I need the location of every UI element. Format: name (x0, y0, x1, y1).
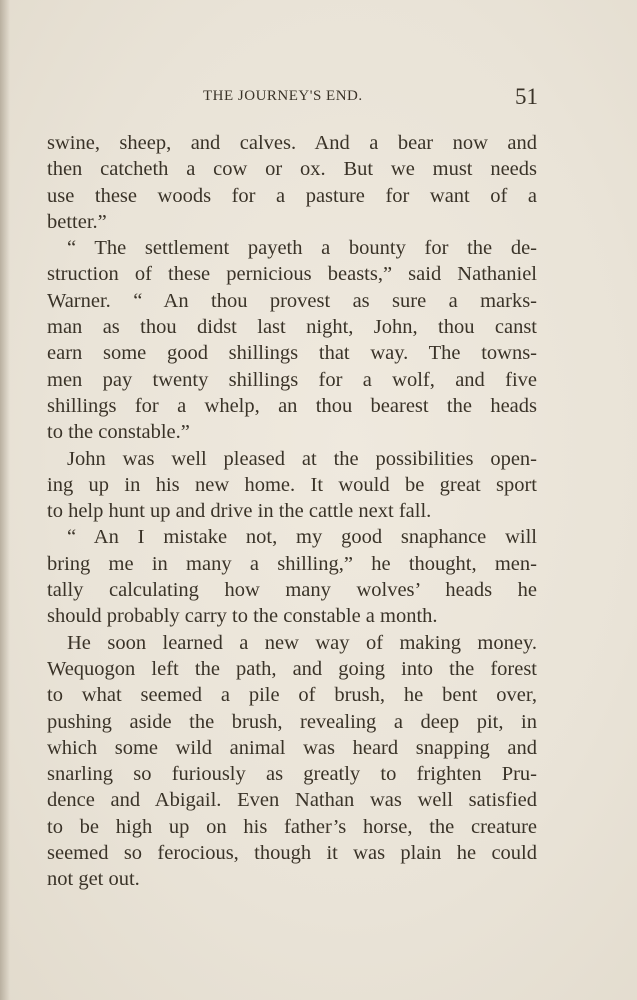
text-line: swine, sheep, and calves. And a bear now and (47, 132, 537, 154)
text-line: to be high up on his father’s horse, the creature (47, 815, 537, 838)
text-line: man as thou didst last night, John, thou canst (47, 316, 537, 339)
text-line: use these woods for a pasture for want of a (47, 184, 537, 207)
text-line: tally calculating how many wolves’ heads he (47, 579, 537, 602)
body-text (47, 130, 537, 893)
text-line: John was well pleased at the possibilities open- (67, 447, 537, 470)
text-line: He soon learned a new way of making money. (67, 631, 537, 654)
text-line: ing up in his new home. It would be great sport (47, 473, 537, 496)
text-line: to what seemed a pile of brush, he bent over, (47, 684, 537, 707)
text-line: earn some good shillings that way. The towns- (47, 342, 537, 365)
text-line: to the constable.” (47, 421, 190, 444)
page-header (47, 84, 540, 114)
text-line: dence and Abigail. Even Nathan was well satisfied (47, 789, 537, 812)
text-line: not get out. (47, 868, 140, 891)
text-line: better.” (47, 210, 107, 233)
text-line: shillings for a whelp, an thou bearest the heads (47, 394, 537, 417)
text-line: bring me in many a shilling,” he thought, men- (47, 552, 537, 575)
text-line: then catcheth a cow or ox. But we must needs (47, 158, 537, 181)
text-line: Wequogon left the path, and going into the forest (47, 657, 537, 680)
text-line: should probably carry to the constable a month. (47, 605, 438, 628)
text-line: to help hunt up and drive in the cattle next fall. (47, 500, 432, 523)
page-number: 51 (515, 84, 538, 109)
text-line: seemed so ferocious, though it was plain he could (47, 842, 537, 865)
page-gutter-shadow (0, 0, 10, 1000)
text-line: “ The settlement payeth a bounty for the de- (67, 237, 537, 260)
running-head: THE JOURNEY'S END. (203, 88, 363, 104)
text-line: pushing aside the brush, revealing a deep pit, in (47, 710, 537, 733)
text-line: Warner. “ An thou provest as sure a marks- (47, 289, 537, 312)
text-line: struction of these pernicious beasts,” said Nathaniel (47, 263, 537, 286)
text-line: which some wild animal was heard snapping and (47, 736, 537, 759)
text-line: “ An I mistake not, my good snaphance will (67, 526, 537, 549)
text-line: men pay twenty shillings for a wolf, and five (47, 368, 537, 391)
text-line: snarling so furiously as greatly to frighten Pru- (47, 763, 537, 786)
